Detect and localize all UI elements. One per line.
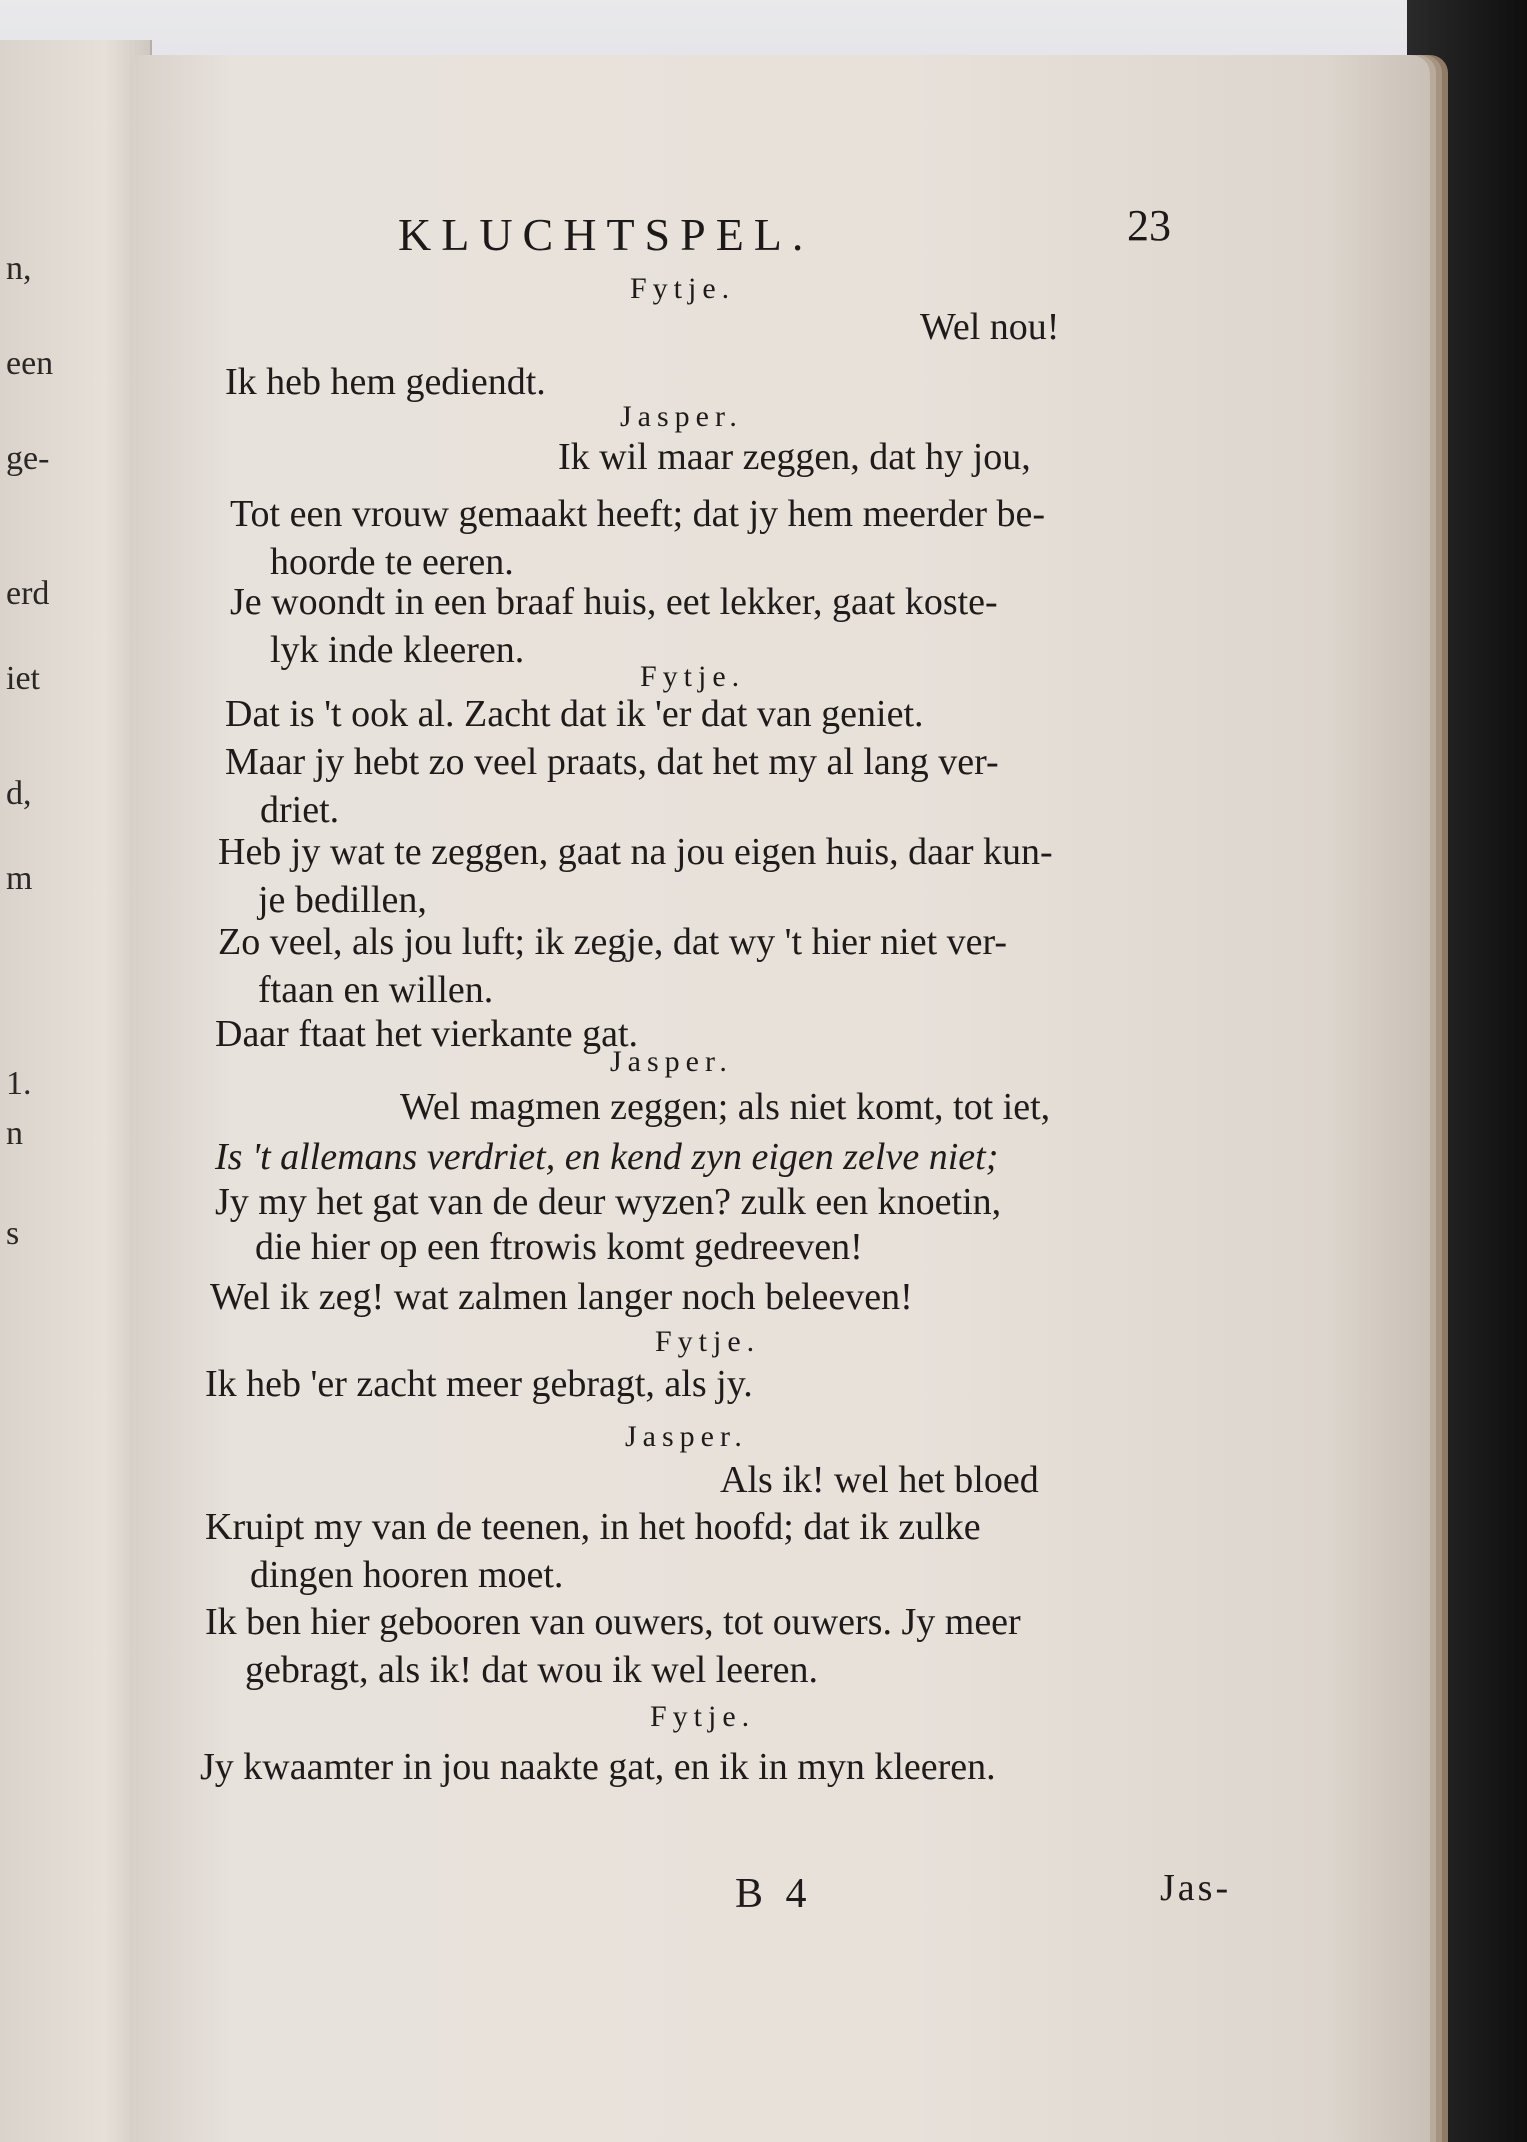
verse-line: Ik heb hem gediendt. [225, 361, 546, 403]
margin-fragment: ge- [6, 440, 50, 477]
verse-line: Je woondt in een braaf huis, eet lekker, gaat koste- [230, 581, 998, 623]
verse-line: Kruipt my van de teenen, in het hoofd; dat ik zulke [205, 1506, 981, 1548]
margin-fragment: een [6, 345, 54, 382]
signature-mark: B 4 [735, 1871, 813, 1917]
margin-fragment: erd [6, 575, 50, 612]
verse-line: Jy kwaamter in jou naakte gat, en ik in myn kleeren. [200, 1746, 996, 1788]
speaker-name: Fytje. [650, 1700, 756, 1733]
catchword: Jas- [1160, 1867, 1232, 1909]
verse-line: Jy my het gat van de deur wyzen? zulk een knoetin, [215, 1181, 1002, 1223]
verse-line: Ik ben hier gebooren van ouwers, tot ouwers. Jy meer [205, 1601, 1021, 1643]
verse-line-italic: Is 't allemans verdriet, en kend zyn eigen zelve niet; [215, 1136, 999, 1178]
verse-line: Wel ik zeg! wat zalmen langer noch beleeven! [210, 1276, 913, 1318]
verse-line: Heb jy wat te zeggen, gaat na jou eigen huis, daar kun- [218, 831, 1053, 873]
verse-line: Wel magmen zeggen; als niet komt, tot iet, [400, 1086, 1051, 1128]
verse-line: Daar ftaat het vierkante gat. [215, 1013, 639, 1055]
page-number: 23 [1127, 201, 1171, 250]
running-head: KLUCHTSPEL. [398, 209, 814, 260]
speaker-name: Fytje. [630, 272, 736, 305]
verse-line: die hier op een ftrowis komt gedreeven! [255, 1226, 863, 1268]
verse-line: Ik wil maar zeggen, dat hy jou, [558, 436, 1031, 478]
verse-line: Zo veel, als jou luft; ik zegje, dat wy 't hier niet ver- [218, 921, 1008, 963]
margin-fragment: d, [6, 775, 32, 812]
verse-line: Wel nou! [920, 306, 1060, 348]
speaker-name: Jasper. [620, 400, 743, 433]
verse-line: Als ik! wel het bloed [720, 1459, 1039, 1501]
verse-line: Dat is 't ook al. Zacht dat ik 'er dat van geniet. [225, 693, 924, 735]
margin-fragment: iet [6, 660, 40, 697]
speaker-name: Fytje. [655, 1325, 761, 1358]
verse-line: hoorde te eeren. [270, 541, 514, 583]
speaker-name: Fytje. [640, 660, 746, 693]
speaker-name: Jasper. [610, 1045, 733, 1078]
verse-line: lyk inde kleeren. [270, 629, 525, 671]
verse-line: je bedillen, [258, 879, 427, 921]
verse-line: Tot een vrouw gemaakt heeft; dat jy hem meerder be- [230, 493, 1046, 535]
margin-fragment: m [6, 860, 33, 897]
speaker-name: Jasper. [625, 1420, 748, 1453]
verse-line: gebragt, als ik! dat wou ik wel leeren. [245, 1649, 818, 1691]
verse-line: driet. [260, 789, 340, 831]
margin-fragment: n [6, 1115, 23, 1152]
verse-line: dingen hooren moet. [250, 1554, 564, 1596]
verse-line: ftaan en willen. [258, 969, 494, 1011]
verse-line: Ik heb 'er zacht meer gebragt, als jy. [205, 1363, 753, 1405]
verse-line: Maar jy hebt zo veel praats, dat het my al lang ver- [225, 741, 999, 783]
margin-fragment: s [6, 1215, 20, 1252]
margin-fragment: 1. [6, 1065, 32, 1102]
margin-fragment: n, [6, 250, 32, 287]
